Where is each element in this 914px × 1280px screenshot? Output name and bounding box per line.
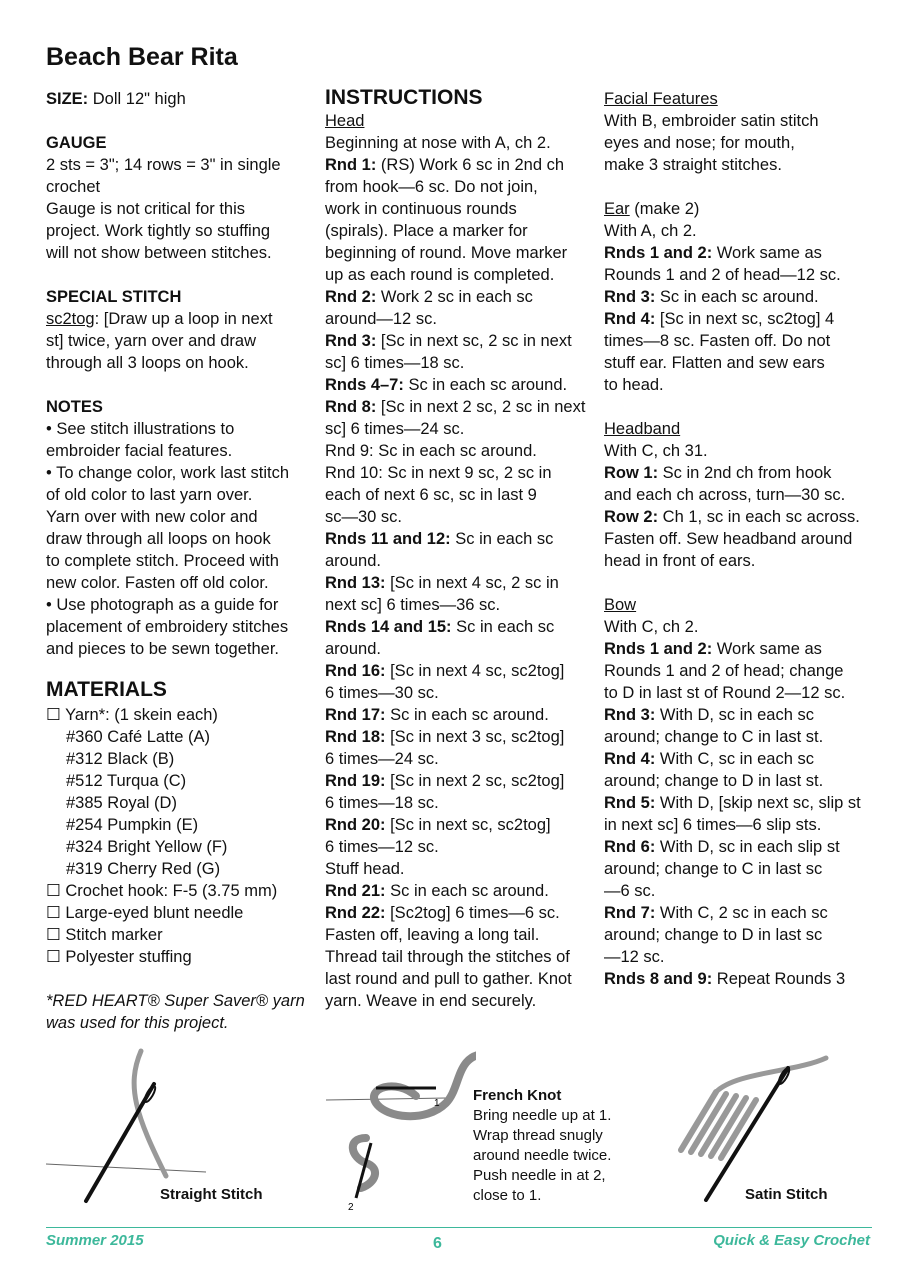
- point-label-1: 1: [434, 1098, 440, 1109]
- instruction-line: Beginning at nose with A, ch 2.: [325, 134, 551, 152]
- round-text: Work same as: [712, 640, 822, 658]
- french-knot-line: close to 1.: [473, 1187, 542, 1204]
- instruction-line: [604, 704, 884, 726]
- notes-line: new color. Fasten off old color.: [46, 574, 269, 592]
- round-text: Sc in each sc around.: [385, 882, 549, 900]
- instruction-line: [604, 902, 884, 924]
- page-title: Beach Bear Rita: [46, 43, 238, 71]
- instruction-line: 6 times—12 sc.: [325, 838, 439, 856]
- round-text: Work same as: [712, 244, 822, 262]
- notes-line: placement of embroidery stitches: [46, 618, 289, 636]
- round-text: Sc in each sc: [450, 530, 554, 548]
- instruction-line: [325, 528, 595, 550]
- round-label: Rnds 1 and 2:: [604, 640, 713, 658]
- yarn-color: #319 Cherry Red (G): [66, 860, 221, 878]
- instruction-line: times—8 sc. Fasten off. Do not: [604, 332, 831, 350]
- notes-line: draw through all loops on hook: [46, 530, 271, 548]
- french-knot-title: French Knot: [473, 1087, 562, 1104]
- size-line: [46, 88, 314, 110]
- instruction-line: [325, 814, 595, 836]
- round-label: Rnd 2:: [325, 288, 377, 306]
- headband-heading: Headband: [604, 420, 681, 438]
- page-number: 6: [433, 1235, 442, 1252]
- round-label: Rnd 13:: [325, 574, 386, 592]
- yarn-credit: was used for this project.: [46, 1014, 229, 1032]
- yarn-color: #360 Café Latte (A): [66, 728, 211, 746]
- instruction-line: Fasten off, leaving a long tail.: [325, 926, 540, 944]
- instruction-line: around—12 sc.: [325, 310, 437, 328]
- notes-line: embroider facial features.: [46, 442, 233, 460]
- round-label: Rnd 16:: [325, 662, 386, 680]
- head-subheading: Head: [325, 112, 365, 130]
- french-knot-line: around needle twice.: [473, 1147, 612, 1164]
- instruction-line: up as each round is completed.: [325, 266, 555, 284]
- instruction-line: work in continuous rounds: [325, 200, 517, 218]
- instruction-line: [325, 286, 595, 308]
- instruction-line: [325, 330, 595, 352]
- round-label: Rnd 17:: [325, 706, 386, 724]
- round-text: With C, 2 sc in each sc: [655, 904, 828, 922]
- instruction-line: Rnd 9: Sc in each sc around.: [325, 442, 537, 460]
- instruction-line: Rounds 1 and 2 of head; change: [604, 662, 844, 680]
- instruction-line: (spirals). Place a marker for: [325, 222, 528, 240]
- notes-heading: NOTES: [46, 398, 103, 416]
- gauge-line: crochet: [46, 178, 101, 196]
- row-text: Sc in 2nd ch from hook: [658, 464, 832, 482]
- round-label: Rnds 4–7:: [325, 376, 404, 394]
- instruction-line: [325, 660, 595, 682]
- round-label: Rnds 8 and 9:: [604, 970, 713, 988]
- instruction-line: Thread tail through the stitches of: [325, 948, 570, 966]
- notes-line: to complete stitch. Proceed with: [46, 552, 279, 570]
- ear-heading-line: [604, 198, 884, 220]
- instruction-line: With B, embroider satin stitch: [604, 112, 819, 130]
- instruction-line: Rnd 10: Sc in next 9 sc, 2 sc in: [325, 464, 552, 482]
- needle: [86, 1084, 154, 1201]
- instruction-line: each of next 6 sc, sc in last 9: [325, 486, 537, 504]
- facial-features-heading: Facial Features: [604, 90, 718, 108]
- round-text: Sc in each sc: [451, 618, 555, 636]
- instruction-line: —6 sc.: [604, 882, 656, 900]
- ear-heading: Ear: [604, 200, 630, 218]
- yarn-credit: *RED HEART® Super Saver® yarn: [46, 992, 305, 1010]
- instruction-line: With C, ch 2.: [604, 618, 699, 636]
- yarn-color: #254 Pumpkin (E): [66, 816, 199, 834]
- round-label: Rnd 22:: [325, 904, 386, 922]
- instruction-line: 6 times—18 sc.: [325, 794, 439, 812]
- column-middle: [325, 84, 595, 1012]
- instruction-line: [325, 396, 595, 418]
- instruction-line: sc—30 sc.: [325, 508, 403, 526]
- round-label: Rnd 3:: [604, 706, 656, 724]
- round-label: Rnd 8:: [325, 398, 377, 416]
- round-text: With D, sc in each slip st: [655, 838, 840, 856]
- instruction-line: around.: [325, 552, 381, 570]
- instruction-line: 6 times—24 sc.: [325, 750, 439, 768]
- round-label: Rnd 19:: [325, 772, 386, 790]
- point-label-2: 2: [348, 1202, 354, 1213]
- instruction-line: [325, 704, 595, 726]
- instruction-line: around; change to D in last st.: [604, 772, 824, 790]
- notes-line: • See stitch illustrations to: [46, 420, 235, 438]
- round-text: (RS) Work 6 sc in 2nd ch: [376, 156, 565, 174]
- instruction-line: from hook—6 sc. Do not join,: [325, 178, 538, 196]
- instruction-line: [325, 726, 595, 748]
- instruction-line: Stuff head.: [325, 860, 405, 878]
- instruction-line: [325, 902, 595, 924]
- round-label: Rnd 3:: [325, 332, 377, 350]
- instruction-line: and each ch across, turn—30 sc.: [604, 486, 846, 504]
- column-left: [46, 88, 314, 1034]
- french-knot-line: Bring needle up at 1.: [473, 1107, 612, 1124]
- row-label: Row 1:: [604, 464, 659, 482]
- round-text: [Sc in next 2 sc, sc2tog]: [385, 772, 565, 790]
- instruction-line: sc] 6 times—18 sc.: [325, 354, 465, 372]
- instruction-line: last round and pull to gather. Knot: [325, 970, 572, 988]
- size-value: Doll 12" high: [88, 90, 186, 108]
- notes-line: • To change color, work last stitch: [46, 464, 290, 482]
- thread-top: [374, 1054, 476, 1116]
- round-label: Rnds 1 and 2:: [604, 244, 713, 262]
- instruction-line: [604, 638, 884, 660]
- round-label: Rnd 18:: [325, 728, 386, 746]
- ear-count: (make 2): [629, 200, 700, 218]
- yarn-color: #324 Bright Yellow (F): [66, 838, 228, 856]
- footer-publication: Quick & Easy Crochet: [713, 1232, 870, 1249]
- instruction-line: [604, 242, 884, 264]
- french-knot-text: [473, 1086, 648, 1206]
- instruction-line: head in front of ears.: [604, 552, 756, 570]
- instruction-line: [325, 880, 595, 902]
- satin-stitch-caption: Satin Stitch: [745, 1186, 828, 1203]
- yarn-color: #512 Turqua (C): [66, 772, 187, 790]
- instruction-line: in next sc] 6 times—6 slip sts.: [604, 816, 822, 834]
- french-knot-line: Push needle in at 2,: [473, 1167, 606, 1184]
- yarn-color: #312 Black (B): [66, 750, 175, 768]
- fabric-line: [326, 1098, 446, 1100]
- special-line: [46, 308, 314, 330]
- round-text: [Sc in next 2 sc, 2 sc in next: [376, 398, 586, 416]
- special-line: through all 3 loops on hook.: [46, 354, 249, 372]
- instruction-line: sc] 6 times—24 sc.: [325, 420, 465, 438]
- row-label: Row 2:: [604, 508, 659, 526]
- gauge-line: 2 sts = 3"; 14 rows = 3" in single: [46, 156, 281, 174]
- notes-line: Yarn over with new color and: [46, 508, 258, 526]
- material-item: ☐ Stitch marker: [46, 926, 163, 944]
- round-label: Rnd 6:: [604, 838, 656, 856]
- round-label: Rnd 4:: [604, 310, 656, 328]
- round-text: [Sc in next 4 sc, sc2tog]: [385, 662, 565, 680]
- notes-line: • Use photograph as a guide for: [46, 596, 279, 614]
- instruction-line: [604, 792, 884, 814]
- instruction-line: —12 sc.: [604, 948, 665, 966]
- special-stitch-heading: SPECIAL STITCH: [46, 288, 182, 306]
- round-label: Rnd 5:: [604, 794, 656, 812]
- gauge-line: will not show between stitches.: [46, 244, 272, 262]
- instruction-line: make 3 straight stitches.: [604, 156, 782, 174]
- row-text: Ch 1, sc in each sc across.: [658, 508, 860, 526]
- gauge-line: Gauge is not critical for this: [46, 200, 245, 218]
- round-text: Sc in each sc around.: [655, 288, 819, 306]
- round-text: Sc in each sc around.: [385, 706, 549, 724]
- material-item: ☐ Crochet hook: F-5 (3.75 mm): [46, 882, 278, 900]
- round-text: [Sc2tog] 6 times—6 sc.: [385, 904, 560, 922]
- satin-stitches: [681, 1092, 756, 1158]
- instruction-line: next sc] 6 times—36 sc.: [325, 596, 501, 614]
- round-text: With D, sc in each sc: [655, 706, 814, 724]
- round-text: [Sc in next sc, sc2tog]: [385, 816, 551, 834]
- notes-line: and pieces to be sewn together.: [46, 640, 279, 658]
- round-text: Repeat Rounds 3: [712, 970, 846, 988]
- thread: [716, 1058, 826, 1092]
- materials-heading: MATERIALS: [46, 678, 167, 701]
- round-text: With C, sc in each sc: [655, 750, 814, 768]
- round-label: Rnd 21:: [325, 882, 386, 900]
- round-text: [Sc in next 4 sc, 2 sc in: [385, 574, 559, 592]
- instruction-line: eyes and nose; for mouth,: [604, 134, 795, 152]
- round-text: Work 2 sc in each sc: [376, 288, 533, 306]
- instruction-line: to D in last st of Round 2—12 sc.: [604, 684, 846, 702]
- gauge-heading: GAUGE: [46, 134, 107, 152]
- instruction-line: Fasten off. Sew headband around: [604, 530, 853, 548]
- instructions-heading: INSTRUCTIONS: [325, 86, 483, 109]
- round-text: Sc in each sc around.: [403, 376, 568, 394]
- footer-issue: Summer 2015: [46, 1232, 144, 1249]
- round-label: Rnd 1:: [325, 156, 377, 174]
- material-item: ☐ Polyester stuffing: [46, 948, 192, 966]
- straight-stitch-illustration: [46, 1046, 226, 1206]
- round-label: Rnds 14 and 15:: [325, 618, 452, 636]
- instruction-line: around; change to C in last sc: [604, 860, 823, 878]
- instruction-line: [604, 462, 884, 484]
- instruction-line: [325, 154, 595, 176]
- round-label: Rnd 3:: [604, 288, 656, 306]
- instruction-line: around; change to D in last sc: [604, 926, 823, 944]
- instruction-line: [325, 616, 595, 638]
- round-label: Rnds 11 and 12:: [325, 530, 451, 548]
- special-line: st] twice, yarn over and draw: [46, 332, 257, 350]
- instruction-line: around.: [325, 640, 381, 658]
- material-item: ☐ Large-eyed blunt needle: [46, 904, 244, 922]
- satin-stitch-illustration: [676, 1052, 836, 1202]
- footer-rule: [46, 1227, 872, 1228]
- gauge-line: project. Work tightly so stuffing: [46, 222, 271, 240]
- instruction-line: Rounds 1 and 2 of head—12 sc.: [604, 266, 841, 284]
- instruction-line: [604, 308, 884, 330]
- instruction-line: [604, 286, 884, 308]
- round-text: [Sc in next 3 sc, sc2tog]: [385, 728, 565, 746]
- instruction-line: [325, 572, 595, 594]
- instruction-line: [604, 506, 884, 528]
- sc2tog-term: sc2tog: [46, 310, 95, 328]
- instruction-line: [604, 836, 884, 858]
- round-label: Rnd 4:: [604, 750, 656, 768]
- round-text: With D, [skip next sc, slip st: [655, 794, 861, 812]
- round-text: [Sc in next sc, 2 sc in next: [376, 332, 572, 350]
- column-right: [604, 88, 884, 990]
- instruction-line: With A, ch 2.: [604, 222, 697, 240]
- round-label: Rnd 7:: [604, 904, 656, 922]
- material-item: ☐ Yarn*: (1 skein each): [46, 706, 218, 724]
- straight-stitch-caption: Straight Stitch: [160, 1186, 263, 1203]
- instruction-line: 6 times—30 sc.: [325, 684, 439, 702]
- instruction-line: [325, 770, 595, 792]
- special-text: : [Draw up a loop in next: [94, 310, 273, 328]
- french-knot-line: Wrap thread snugly: [473, 1127, 603, 1144]
- instruction-line: yarn. Weave in end securely.: [325, 992, 537, 1010]
- instruction-line: to head.: [604, 376, 664, 394]
- round-text: [Sc in next sc, sc2tog] 4: [655, 310, 835, 328]
- size-label: SIZE:: [46, 90, 89, 108]
- instruction-line: [604, 748, 884, 770]
- notes-line: of old color to last yarn over.: [46, 486, 253, 504]
- french-knot-illustration: [326, 1048, 476, 1216]
- instruction-line: stuff ear. Flatten and sew ears: [604, 354, 825, 372]
- instruction-line: [325, 374, 595, 396]
- instruction-line: [604, 968, 884, 990]
- bow-heading: Bow: [604, 596, 637, 614]
- yarn-color: #385 Royal (D): [66, 794, 177, 812]
- fabric-line: [46, 1164, 206, 1172]
- instruction-line: around; change to C in last st.: [604, 728, 824, 746]
- instruction-line: With C, ch 31.: [604, 442, 708, 460]
- round-label: Rnd 20:: [325, 816, 386, 834]
- instruction-line: beginning of round. Move marker: [325, 244, 568, 262]
